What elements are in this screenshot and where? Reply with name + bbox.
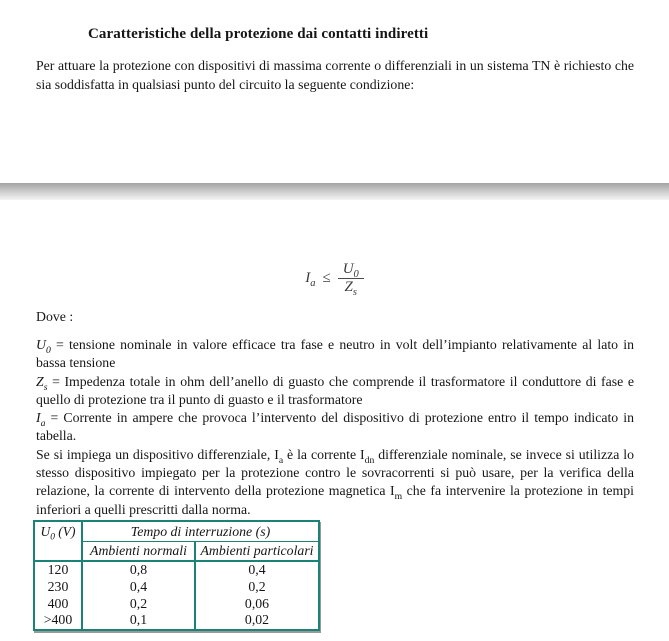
definition-ia: $I_a$ = Corrente in ampere che provoca l’intervento del dispositivo di protezione entro il tempo indicato in tabella. [36, 410, 634, 444]
page-break-shadow [0, 183, 669, 200]
table-cell: 0,1 [129, 612, 148, 628]
definition-zs: $Z_s$ = Impedenza totale in ohm dell’anello di guasto che comprende il trasformatore il conduttore di fase e quello di protezione tra il punto di guasto e il trasformatore [36, 373, 634, 407]
formula-numerator: $U_0$ [338, 261, 364, 279]
definitions-block [36, 336, 634, 519]
table-cell: 0,8 [129, 562, 148, 577]
page-title: Caratteristiche della protezione dai contatti indiretti [88, 26, 429, 42]
col-header-tempo-interruzione: Tempo di interruzione (s) [82, 521, 319, 542]
table-row [34, 612, 319, 630]
table-body [34, 561, 319, 630]
table-cell: 0,4 [195, 561, 319, 579]
col-header-ambienti-normali: Ambienti normali [82, 542, 195, 562]
table-cell: 0,2 [129, 595, 148, 611]
table-cell: 0,4 [129, 578, 148, 594]
differential-device-paragraph: Se si impiega un dispositivo differenziale, $I_a$ è la corrente $I_{dn}$ differenziale nominale, se invece si utilizza lo stesso dispositivo impiegato per la protezione contro le sovracorrenti si può usare, per la verifica della relazione, la corrente di intervento della protezione magnetica $I_m$ che fa intervenire la protezione in tempi inferiori a quelli prescritti dalla norma. [36, 446, 635, 517]
table-cell: 0,2 [195, 579, 319, 596]
table-row [34, 596, 319, 613]
where-label: Dove : [36, 309, 74, 324]
table-cell: 400 [34, 596, 82, 613]
formula-fraction [338, 261, 364, 296]
intro-paragraph: Per attuare la protezione con dispositivi di massima corrente o differenziali in un sistema TN è richiesto che sia soddisfatta in qualsiasi punto del circuito la seguente condizione: [36, 58, 634, 92]
formula-denominator: $Z_s$ [344, 279, 357, 298]
table-cell: 0,02 [195, 612, 319, 630]
definition-u0: $U_0$ = tensione nominale in valore efficace tra fase e neutro in volt dell’impianto relativamente al lato in bassa tensione [36, 337, 634, 371]
table-row [34, 561, 319, 579]
col-header-ambienti-particolari: Ambienti particolari [195, 542, 319, 562]
interruption-table [33, 520, 320, 631]
formula [0, 261, 669, 296]
interruption-table-wrapper [33, 520, 320, 631]
col-header-u0: $U_0$ (V) [34, 521, 82, 561]
table-cell: 0,06 [195, 596, 319, 613]
table-cell: 120 [34, 561, 82, 579]
table-header-row-1 [34, 521, 319, 542]
less-equal-operator: ≤ [322, 270, 331, 286]
table-row [34, 579, 319, 596]
table-cell: >400 [34, 612, 82, 630]
formula-lhs: $I_a$ [305, 270, 316, 289]
table-cell: 230 [34, 579, 82, 596]
